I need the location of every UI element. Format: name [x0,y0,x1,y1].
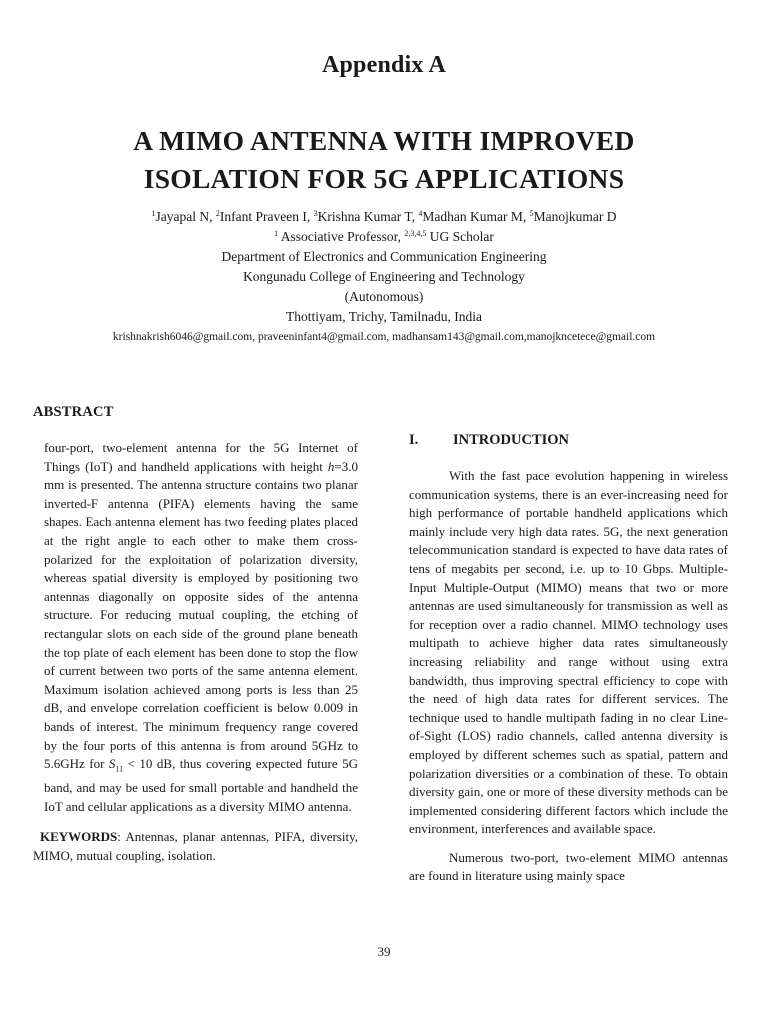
introduction-title: INTRODUCTION [453,432,570,448]
introduction-heading [409,432,728,449]
keywords [33,828,358,865]
author-2-sup: 2 [215,209,220,218]
abstract-var-h: h [327,458,335,474]
author-2-name: Infant Praveen I, [219,209,314,224]
author-4-sup: 4 [418,209,423,218]
abstract-var-s-sub: 11 [115,764,124,774]
role-2-sup: 2,3,4,5 [404,229,427,238]
abstract-part-1: four-port, two-element antenna for the 5G Internet of Things (IoT) and handheld applications with height [44,440,358,474]
autonomous-label: (Autonomous) [344,289,424,304]
abstract-part-2: =3.0 mm is presented. The antenna structure contains two planar inverted-F antenna (PIFA) elements having the same shapes. Each antenna element has two feeding plates placed at the right angle to each other to make them cross-polarized for the exploitation of polarization diversity, whereas spatial diversity is employed by positioning two antennas diagonally on opposite sides of the antenna structure. For reducing mutual coupling, the etching of rectangular slots on each side of the ground plane beneath the top plate of each element has been done to stop the flow of current between two ports of the same antenna element. Maximum isolation achieved among ports is less than 25 dB, and envelope correlation coefficient is below 0.009 in bands of interest. The minimum frequency range covered by the four ports of this antenna is from around 5GHz to 5.6GHz for [44,458,358,772]
title-line-1: A MIMO ANTENNA WITH IMPROVED [133,125,635,156]
email-list: krishnakrish6046@gmail.com, praveeninfant4@gmail.com, madhansam143@gmail.com,manojkncetece@gmail.com [112,331,656,343]
introduction-number: I. [409,432,419,448]
author-block [0,207,768,347]
author-1-name: Jayapal N, [155,209,216,224]
department: Department of Electronics and Communication Engineering [221,249,547,264]
role-2: UG Scholar [426,229,494,244]
author-3-name: Krishna Kumar T, [317,209,419,224]
author-1-sup: 1 [151,209,156,218]
role-1: Associative Professor, [278,229,405,244]
paper-title [60,122,708,198]
right-column [409,432,728,886]
author-names [0,207,768,227]
page-number: 39 [377,944,391,959]
abstract-heading: ABSTRACT [33,404,114,420]
left-column [33,404,358,879]
introduction-paragraph-1: With the fast pace evolution happening in wireless communication systems, there is an ever-increasing need for high performance of portable handheld applications which mainly include very high data rates. 5G, the next generation telecommunication standard is expected to have data rates of tens of megabits per second, i.e. up to 10 Gbps. Multiple-Input Multiple-Output (MIMO) means that two or more antennas are used simultaneously for transmission as well as for reception over a radio channel. MIMO technology uses multipath to achieve higher data rates simultaneously increasing reliability and range without using extra bandwidth, thus improving spectral efficiency to cope with the need of high data rates for different services. The technique used to handle multipath fading in no clear Line- of-Sight (LOS) radio channels, called antenna diversity is employed by different schemes such as spatial, pattern and polarization diversities or a combination of these. To obtain diversity gain, one or more of these diversity methods can be implemented considering different factors which include the environment, interferences and available space. [409,468,728,837]
author-roles [0,227,768,247]
role-1-sup: 1 [274,229,279,238]
title-line-2: ISOLATION FOR 5G APPLICATIONS [143,163,625,194]
abstract-var-s: S [108,756,116,772]
author-5-sup: 5 [529,209,534,218]
author-3-sup: 3 [313,209,318,218]
location: Thottiyam, Trichy, Tamilnadu, India [286,309,482,324]
author-4-name: Madhan Kumar M, [422,209,530,224]
appendix-heading: Appendix A [321,52,447,78]
abstract-part-3: < 10 dB, thus covering expected future 5G band, and may be used for small portable and handheld the IoT and cellular applications as a diversity MIMO antenna. [44,756,358,814]
keywords-label: KEYWORDS [40,829,118,845]
author-5-name: Manojkumar D [533,209,617,224]
abstract-text [33,439,358,816]
college: Kongunadu College of Engineering and Technology [243,269,525,284]
introduction-paragraph-2: Numerous two-port, two-element MIMO antennas are found in literature using mainly space [409,849,728,884]
keywords-text: : Antennas, planar antennas, PIFA, diversity, MIMO, mutual coupling, isolation. [33,829,358,864]
